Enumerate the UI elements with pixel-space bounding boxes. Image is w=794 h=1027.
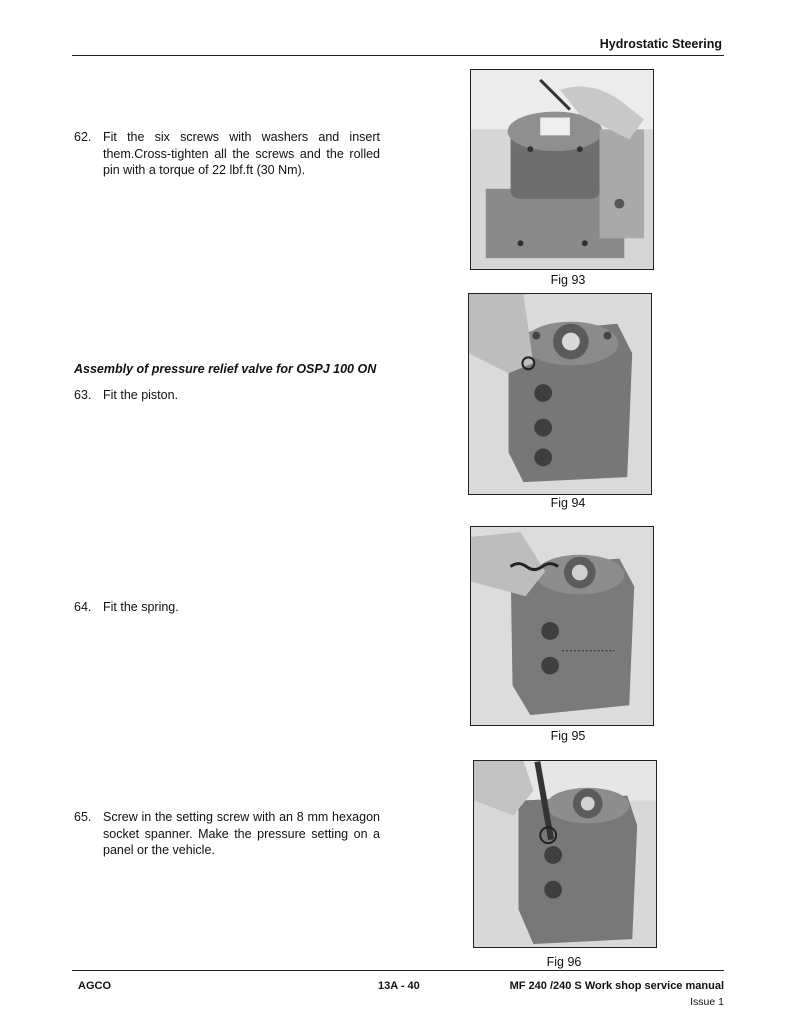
page-header-title: Hydrostatic Steering xyxy=(599,37,722,51)
step-number: 63. xyxy=(74,388,92,402)
figure-94-photo xyxy=(468,293,652,495)
figure-93-caption: Fig 93 xyxy=(550,273,586,287)
figure-95-photo xyxy=(470,526,654,726)
footer-issue: Issue 1 xyxy=(690,996,724,1008)
step-number: 62. xyxy=(74,130,92,144)
step-63 xyxy=(74,387,380,404)
figure-95-caption: Fig 95 xyxy=(550,729,586,743)
step-62 xyxy=(74,129,380,179)
footer-page-number: 13A - 40 xyxy=(378,980,420,992)
figure-96-caption: Fig 96 xyxy=(546,955,582,969)
footer-manual-title: MF 240 /240 S Work shop service manual xyxy=(509,980,724,992)
step-text: Fit the spring. xyxy=(103,600,179,614)
step-text: Screw in the setting screw with an 8 mm hexagon socket spanner. Make the pressure setting on a panel or the vehicle. xyxy=(103,810,380,857)
footer-rule xyxy=(72,970,724,971)
step-64 xyxy=(74,599,380,616)
section-heading: Assembly of pressure relief valve for OSPJ 100 ON xyxy=(74,362,377,376)
header-rule xyxy=(72,55,724,56)
figure-93-photo xyxy=(470,69,654,270)
step-65 xyxy=(74,809,380,859)
step-text: Fit the piston. xyxy=(103,388,179,402)
step-text: Fit the six screws with washers and insert them.Cross-tighten all the screws and the rolled pin with a torque of 22 lbf.ft (30 Nm). xyxy=(103,130,380,177)
footer-company: AGCO xyxy=(78,980,111,992)
figure-96-photo xyxy=(473,760,657,948)
step-number: 65. xyxy=(74,810,92,824)
figure-94-caption: Fig 94 xyxy=(550,496,586,510)
step-number: 64. xyxy=(74,600,92,614)
